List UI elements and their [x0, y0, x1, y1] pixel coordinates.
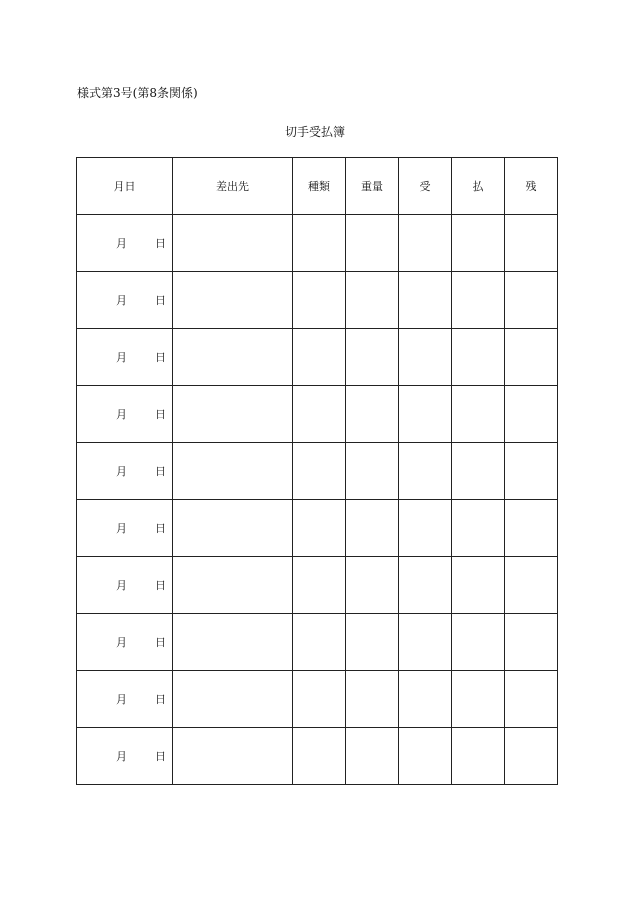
- header-sender: 差出先: [173, 158, 293, 215]
- type-cell[interactable]: [293, 272, 346, 329]
- balance-cell[interactable]: [505, 272, 558, 329]
- paid-cell[interactable]: [452, 386, 505, 443]
- paid-cell[interactable]: [452, 500, 505, 557]
- sender-cell[interactable]: [173, 671, 293, 728]
- day-label: 日: [155, 693, 166, 706]
- table-row: [77, 500, 558, 557]
- sender-cell[interactable]: [173, 500, 293, 557]
- stamp-ledger-table: [76, 157, 558, 785]
- day-label: 日: [155, 465, 166, 478]
- balance-cell[interactable]: [505, 728, 558, 785]
- type-cell[interactable]: [293, 671, 346, 728]
- header-balance: 残: [505, 158, 558, 215]
- sender-cell[interactable]: [173, 329, 293, 386]
- date-cell[interactable]: [77, 557, 173, 614]
- day-label: 日: [155, 522, 166, 535]
- header-type: 種類: [293, 158, 346, 215]
- paid-cell[interactable]: [452, 443, 505, 500]
- table-row: [77, 329, 558, 386]
- type-cell[interactable]: [293, 386, 346, 443]
- month-label: 月: [116, 579, 127, 592]
- header-received: 受: [399, 158, 452, 215]
- sender-cell[interactable]: [173, 443, 293, 500]
- type-cell[interactable]: [293, 614, 346, 671]
- form-number-label: 様式第3号(第8条関係): [77, 86, 198, 100]
- sender-cell[interactable]: [173, 728, 293, 785]
- day-label: 日: [155, 351, 166, 364]
- sender-cell[interactable]: [173, 614, 293, 671]
- table-row: [77, 272, 558, 329]
- balance-cell[interactable]: [505, 386, 558, 443]
- weight-cell[interactable]: [346, 443, 399, 500]
- received-cell[interactable]: [399, 500, 452, 557]
- day-label: 日: [155, 294, 166, 307]
- balance-cell[interactable]: [505, 329, 558, 386]
- sender-cell[interactable]: [173, 557, 293, 614]
- balance-cell[interactable]: [505, 500, 558, 557]
- table-row: [77, 557, 558, 614]
- sender-cell[interactable]: [173, 386, 293, 443]
- month-label: 月: [116, 237, 127, 250]
- table-header-row: [77, 158, 558, 215]
- received-cell[interactable]: [399, 728, 452, 785]
- type-cell[interactable]: [293, 728, 346, 785]
- received-cell[interactable]: [399, 386, 452, 443]
- received-cell[interactable]: [399, 557, 452, 614]
- date-cell[interactable]: [77, 443, 173, 500]
- table-row: [77, 215, 558, 272]
- balance-cell[interactable]: [505, 215, 558, 272]
- table-row: [77, 728, 558, 785]
- day-label: 日: [155, 750, 166, 763]
- weight-cell[interactable]: [346, 671, 399, 728]
- sender-cell[interactable]: [173, 215, 293, 272]
- weight-cell[interactable]: [346, 215, 399, 272]
- paid-cell[interactable]: [452, 329, 505, 386]
- day-label: 日: [155, 636, 166, 649]
- type-cell[interactable]: [293, 557, 346, 614]
- date-cell[interactable]: [77, 386, 173, 443]
- type-cell[interactable]: [293, 500, 346, 557]
- type-cell[interactable]: [293, 443, 346, 500]
- table-row: [77, 671, 558, 728]
- date-cell[interactable]: [77, 614, 173, 671]
- sender-cell[interactable]: [173, 272, 293, 329]
- weight-cell[interactable]: [346, 557, 399, 614]
- weight-cell[interactable]: [346, 728, 399, 785]
- received-cell[interactable]: [399, 272, 452, 329]
- month-label: 月: [116, 465, 127, 478]
- date-cell[interactable]: [77, 671, 173, 728]
- table-row: [77, 443, 558, 500]
- received-cell[interactable]: [399, 614, 452, 671]
- header-date: 月日: [77, 158, 173, 215]
- paid-cell[interactable]: [452, 728, 505, 785]
- weight-cell[interactable]: [346, 500, 399, 557]
- received-cell[interactable]: [399, 329, 452, 386]
- received-cell[interactable]: [399, 443, 452, 500]
- month-label: 月: [116, 522, 127, 535]
- day-label: 日: [155, 408, 166, 421]
- balance-cell[interactable]: [505, 443, 558, 500]
- month-label: 月: [116, 636, 127, 649]
- header-weight: 重量: [346, 158, 399, 215]
- month-label: 月: [116, 408, 127, 421]
- date-cell[interactable]: [77, 500, 173, 557]
- type-cell[interactable]: [293, 329, 346, 386]
- balance-cell[interactable]: [505, 614, 558, 671]
- weight-cell[interactable]: [346, 614, 399, 671]
- month-label: 月: [116, 351, 127, 364]
- header-paid: 払: [452, 158, 505, 215]
- date-cell[interactable]: [77, 272, 173, 329]
- date-cell[interactable]: [77, 728, 173, 785]
- day-label: 日: [155, 579, 166, 592]
- received-cell[interactable]: [399, 215, 452, 272]
- paid-cell[interactable]: [452, 272, 505, 329]
- paid-cell[interactable]: [452, 671, 505, 728]
- date-cell[interactable]: [77, 329, 173, 386]
- paid-cell[interactable]: [452, 614, 505, 671]
- table-row: [77, 614, 558, 671]
- month-label: 月: [116, 294, 127, 307]
- weight-cell[interactable]: [346, 386, 399, 443]
- weight-cell[interactable]: [346, 272, 399, 329]
- date-cell[interactable]: [77, 215, 173, 272]
- day-label: 日: [155, 237, 166, 250]
- table-row: [77, 386, 558, 443]
- balance-cell[interactable]: [505, 671, 558, 728]
- document-title: 切手受払簿: [284, 125, 345, 139]
- balance-cell[interactable]: [505, 557, 558, 614]
- paid-cell[interactable]: [452, 215, 505, 272]
- received-cell[interactable]: [399, 671, 452, 728]
- month-label: 月: [116, 750, 127, 763]
- paid-cell[interactable]: [452, 557, 505, 614]
- type-cell[interactable]: [293, 215, 346, 272]
- weight-cell[interactable]: [346, 329, 399, 386]
- month-label: 月: [116, 693, 127, 706]
